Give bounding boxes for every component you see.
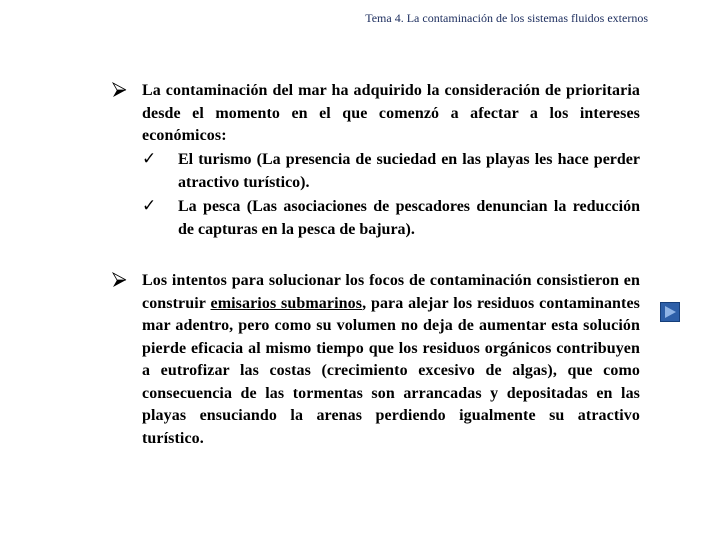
bullet-text-2-part-1: Los intentos para solucionar los focos de contaminación consistieron en construir	[142, 272, 640, 312]
bullet-text-2-part-2: , para alejar los residuos contaminantes mar adentro, pero como su volumen no deja de aumentar esta solución pierde eficacia al mismo tiempo que los residuos orgánicos contribuyen a eutrofizar las costas (crecimiento excesivo de algas), que como consecuencia de las tormentas son arrancadas y depositadas en las playas ensuciando la arenas perdiendo igualmente su atractivo turístico.	[142, 294, 640, 447]
arrowhead-bullet-icon	[111, 82, 127, 98]
arrowhead-bullet-icon	[111, 272, 127, 288]
slide-header-title: Tema 4. La contaminación de los sistemas fluidos externos	[365, 11, 648, 25]
bullet-item-1	[111, 80, 640, 242]
play-next-icon	[663, 305, 677, 319]
sub-item-turismo	[142, 148, 640, 195]
checkmark-icon: ✓	[142, 148, 157, 169]
next-slide-button[interactable]	[660, 302, 680, 322]
emisarios-submarinos-term: emisarios submarinos	[210, 294, 363, 312]
sub-item-pesca	[142, 195, 640, 242]
sub-item-text: El turismo (La presencia de suciedad en las playas les hace perder atractivo turístico).	[178, 150, 640, 191]
checkmark-icon: ✓	[142, 195, 157, 216]
bullet-item-2	[111, 270, 640, 450]
sub-list	[142, 148, 640, 242]
bullet-text-2	[142, 270, 640, 450]
sub-item-text: La pesca (Las asociaciones de pescadores denuncian la reducción de capturas en la pesca de bajura).	[178, 197, 640, 238]
bullet-text-1: La contaminación del mar ha adquirido la consideración de prioritaria desde el momento en el que comenzó a afectar a los intereses económicos:	[142, 82, 640, 144]
